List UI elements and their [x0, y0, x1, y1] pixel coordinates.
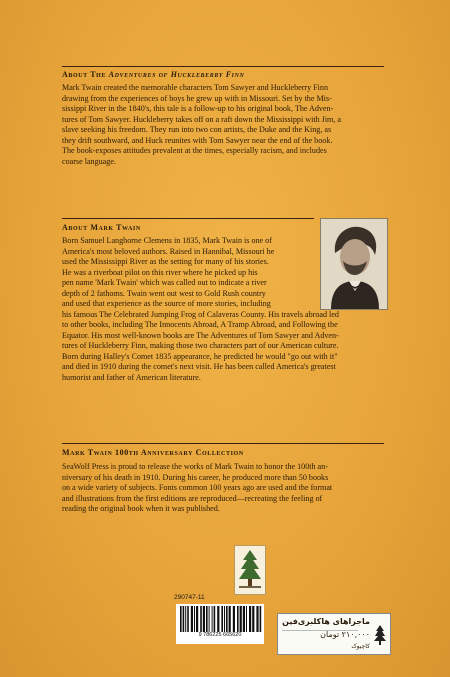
barcode-bar [200, 606, 202, 632]
text-line: Born during Halley's Comet 1835 appearance, he predicted he would "go out with it" [62, 351, 338, 361]
sticker-title: ماجراهای هاکلبری‌فین [282, 617, 370, 626]
text-line: Born Samuel Langhorne Clemens in 1835, Mark Twain is one of [62, 236, 272, 245]
barcode-bar [256, 606, 258, 632]
section-divider [62, 443, 384, 444]
text-line: used the Mississippi River as the setting for many of his stories. [62, 257, 269, 266]
about-book-heading [62, 70, 244, 79]
barcode-bar [196, 606, 198, 632]
collection-heading: Mark Twain 100th Anniversary Collection [62, 448, 244, 457]
barcode-bar [194, 606, 195, 632]
barcode-bar [229, 606, 231, 632]
text-line: on a wide variety of subjects. Fonts common 100 years ago are used and the format [62, 483, 333, 492]
barcode-bar [237, 606, 239, 632]
text-line: tures of Tom Sawyer. Huckleberry takes off on a raft down the Mississippi with Jim, a [62, 114, 341, 124]
collection-text [62, 462, 384, 515]
about-book-heading-title: Adventures of Huckleberry Finn [108, 70, 245, 79]
text-line: reading the original book when it was published. [62, 504, 220, 513]
text-line: coarse language. [62, 156, 116, 166]
barcode-bar [243, 606, 245, 632]
text-line: slave seeking his freedom. They run into two con artists, the Duke and the King, as [62, 125, 332, 134]
barcode-bar [217, 606, 219, 632]
barcode-bar [191, 606, 193, 632]
text-line: drawing from the experiences of boys he grew up with in Missouri. Set by the Mis- [62, 93, 332, 103]
text-line: sissippi River in the 1840's, this tale is a follow-up to his original book, The Adven- [62, 104, 334, 113]
barcode-digits: 9 786225 665620 [176, 632, 264, 638]
barcode-bar [212, 606, 213, 632]
text-line: The book-exposes attitudes prevalent at the times, especially racism, and includes [62, 146, 327, 155]
barcode-bar [180, 606, 182, 632]
text-line: and illustrations from the first editions are reproduced—recreating the feeling of [62, 493, 323, 503]
text-line: America's most beloved authors. Raised in Hannibal, Missouri he [62, 246, 275, 256]
barcode-bar [233, 606, 235, 632]
barcode-bar [221, 606, 223, 632]
text-line: humorist and father of American literature. [62, 372, 201, 382]
price-sticker [277, 613, 391, 655]
pine-tree-icon [235, 546, 265, 594]
text-line: pen name 'Mark Twain' which was called out to indicate a river [62, 278, 267, 287]
barcode-bar [214, 606, 216, 632]
barcode-bar [187, 606, 189, 632]
tree-icon [373, 624, 387, 646]
barcode-bar [246, 606, 247, 632]
text-line: they drift southward, and Huck reunites with Tom Sawyer near the end of the book. [62, 135, 333, 145]
barcode-bar [252, 606, 254, 632]
text-line: to other books, including The Innocents Abroad, A Tramp Abroad, and Following the [62, 320, 338, 329]
barcode-bar [260, 606, 262, 632]
barcode-bar [226, 606, 228, 632]
about-book-text [62, 83, 384, 167]
text-line: and died in 1910 during the comet's next visit. He has been called America's greatest [62, 362, 336, 371]
text-line: depth of 2 fathoms. Twain went out west to Gold Rush country [62, 288, 266, 298]
about-book-heading-prefix: About The [62, 70, 109, 79]
section-divider [62, 66, 384, 67]
barcode-bar [209, 606, 210, 632]
text-line: and used that experience as the source of more stories, including [62, 299, 271, 308]
text-line: He was a riverboat pilot on this river where he picked up his [62, 267, 258, 277]
section-divider [62, 218, 314, 219]
publisher-logo [234, 545, 266, 595]
barcode-bar [224, 606, 225, 632]
barcode-bar [249, 606, 251, 632]
barcode-bar [206, 606, 208, 632]
text-line: tures of Huckleberry Finn, making those two characters part of our American culture. [62, 341, 339, 350]
text-line: niversary of his death in 1910. During his career, he produced more than 50 books [62, 472, 329, 482]
barcode-bar [203, 606, 205, 632]
about-author-heading: About Mark Twain [62, 223, 141, 232]
barcode-bar [185, 606, 186, 632]
barcode-bar [183, 606, 185, 632]
about-author-text-narrow [62, 236, 339, 320]
sku-label: 290747-11 [174, 594, 205, 601]
author-portrait [320, 218, 388, 310]
sticker-price: ۲۱۰,۰۰۰ تومان [320, 630, 370, 639]
text-line: his famous The Celebrated Jumping Frog of Calaveras County. His travels abroad led [62, 309, 339, 319]
about-author-text-wide [62, 320, 384, 383]
isbn-barcode [176, 604, 264, 644]
text-line: Mark Twain created the memorable characters Tom Sawyer and Huckleberry Finn [62, 83, 329, 92]
barcode-bar [240, 606, 242, 632]
text-line: Equator. His most well-known books are The Adventures of Tom Sawyer and Adven- [62, 330, 339, 340]
text-line: SeaWolf Press is proud to release the works of Mark Twain to honor the 100th an- [62, 462, 328, 471]
sticker-store: کاچیوک [351, 643, 370, 650]
